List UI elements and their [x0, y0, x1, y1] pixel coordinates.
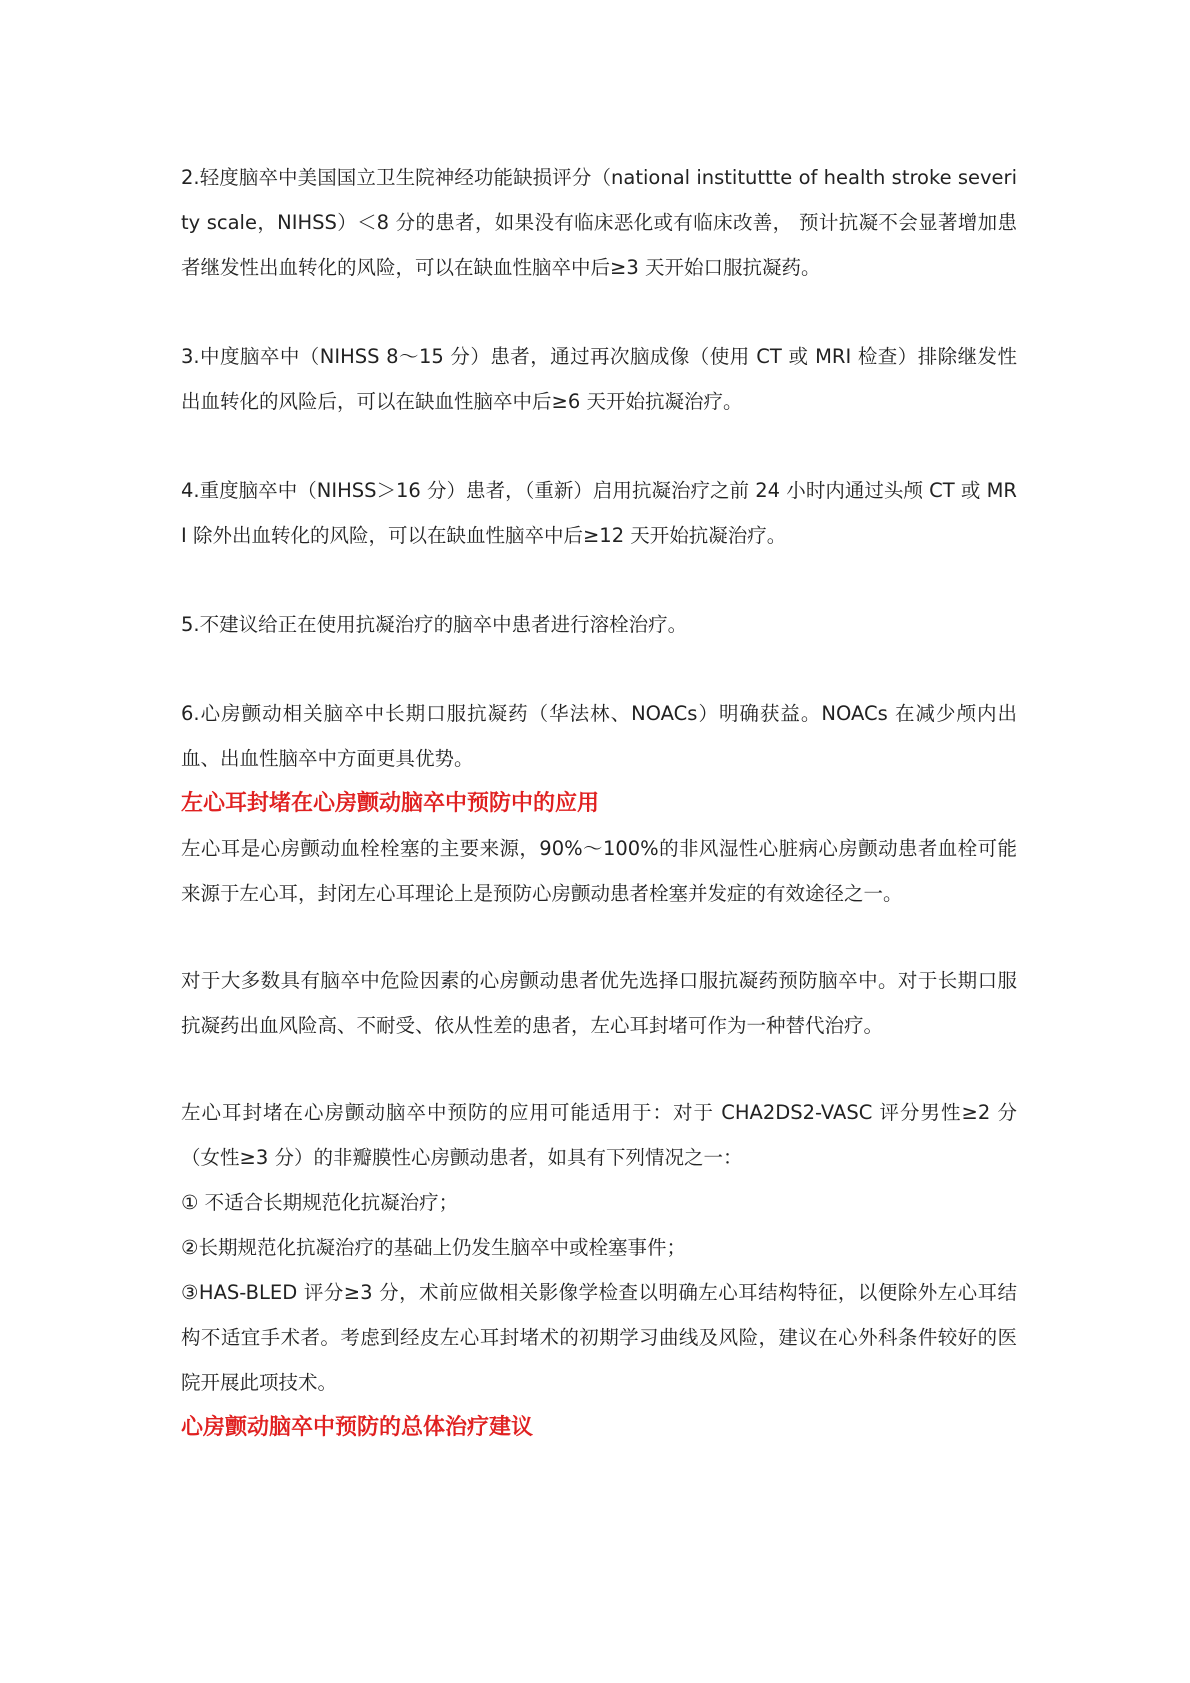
paragraph-moderate-stroke: 3.中度脑卒中（NIHSS 8～15 分）患者，通过再次脑成像（使用 CT 或 MRI 检查）排除继发性出血转化的风险后，可以在缺血性脑卒中后≥6 天开始抗凝治疗。: [181, 345, 1017, 413]
indication-item-1: ① 不适合长期规范化抗凝治疗；: [181, 1191, 459, 1214]
indication-item-2: ②长期规范化抗凝治疗的基础上仍发生脑卒中或栓塞事件；: [181, 1236, 686, 1259]
section-heading-laa-occlusion: 左心耳封堵在心房颤动脑卒中预防中的应用: [181, 791, 600, 816]
paragraph-mild-stroke: 2.轻度脑卒中美国国立卫生院神经功能缺损评分（national instituttte of health stroke severity scale，NIHSS）＜8 分的患者，如果没有临床恶化或有临床改善， 预计抗凝不会显著增加患者继发性出血转化的风险，可以在缺血性脑卒中后≥3 天开始口服抗凝药。: [181, 166, 1017, 279]
paragraph-long-term-anticoagulation: 6.心房颤动相关脑卒中长期口服抗凝药（华法林、NOACs）明确获益。NOACs 在减少颅内出血、出血性脑卒中方面更具优势。: [181, 702, 1017, 770]
paragraph-laa-alternative: 对于大多数具有脑卒中危险因素的心房颤动患者优先选择口服抗凝药预防脑卒中。对于长期口服抗凝药出血风险高、不耐受、依从性差的患者，左心耳封堵可作为一种替代治疗。: [181, 969, 1017, 1037]
document-page: [181, 155, 1017, 1450]
paragraph-laa-source: 左心耳是心房颤动血栓栓塞的主要来源，90%～100%的非风湿性心脏病心房颤动患者血栓可能来源于左心耳，封闭左心耳理论上是预防心房颤动患者栓塞并发症的有效途径之一。: [181, 837, 1017, 905]
section-heading-overall-recommendations: 心房颤动脑卒中预防的总体治疗建议: [181, 1415, 534, 1440]
paragraph-laa-indications: 左心耳封堵在心房颤动脑卒中预防的应用可能适用于：对于 CHA2DS2-VASC 评分男性≥2 分（女性≥3 分）的非瓣膜性心房颤动患者，如具有下列情况之一：: [181, 1101, 1017, 1169]
paragraph-severe-stroke: 4.重度脑卒中（NIHSS＞16 分）患者，（重新）启用抗凝治疗之前 24 小时内通过头颅 CT 或 MRI 除外出血转化的风险，可以在缺血性脑卒中后≥12 天开始抗凝治疗。: [181, 479, 1017, 547]
indication-item-3: ③HAS-BLED 评分≥3 分，术前应做相关影像学检查以明确左心耳结构特征，以便除外左心耳结构不适宜手术者。考虑到经皮左心耳封堵术的初期学习曲线及风险，建议在心外科条件较好的医院开展此项技术。: [181, 1281, 1017, 1394]
paragraph-no-thrombolysis: 5.不建议给正在使用抗凝治疗的脑卒中患者进行溶栓治疗。: [181, 613, 688, 636]
